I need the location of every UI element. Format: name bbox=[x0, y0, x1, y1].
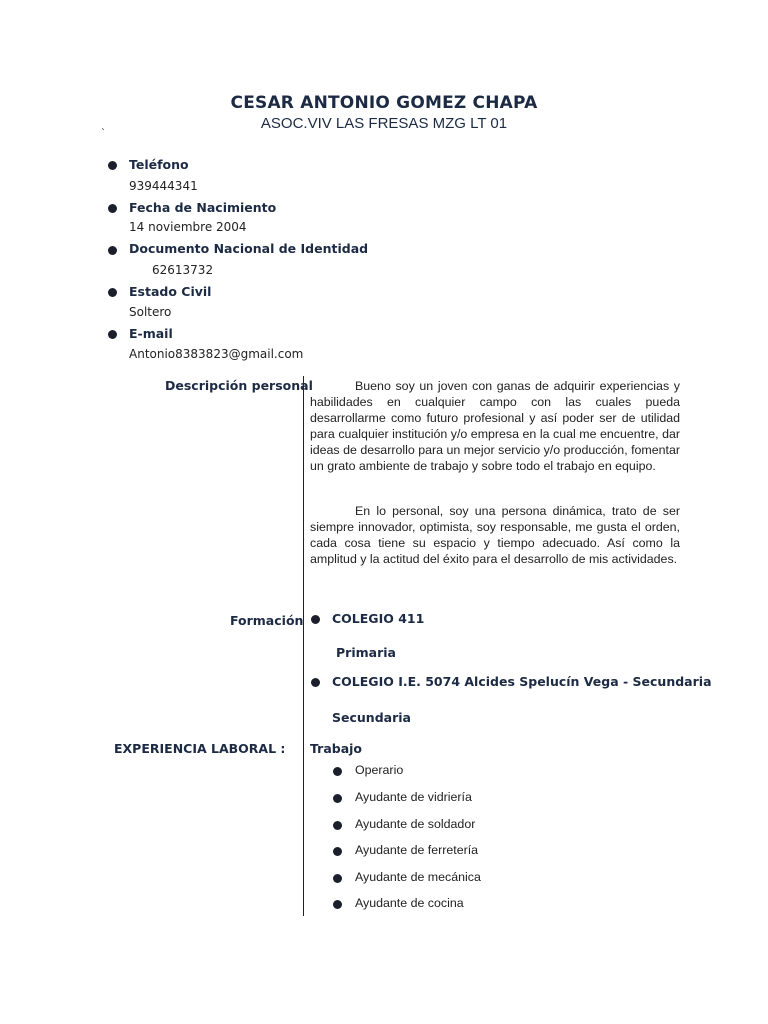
school-1-level: Primaria bbox=[336, 645, 396, 660]
job-item: Ayudante de mecánica bbox=[355, 870, 481, 884]
email-value: Antonio8383823@gmail.com bbox=[129, 347, 304, 361]
job-item: Operario bbox=[355, 763, 404, 777]
school-2-level: Secundaria bbox=[332, 710, 411, 725]
section-divider bbox=[303, 376, 304, 916]
bullet-icon bbox=[108, 204, 117, 213]
candidate-name: CESAR ANTONIO GOMEZ CHAPA bbox=[230, 93, 538, 113]
work-heading: Trabajo bbox=[310, 741, 363, 756]
dni-label: Documento Nacional de Identidad bbox=[129, 241, 369, 256]
description-paragraph-1: Bueno soy un joven con ganas de adquirir experiencias y habilidades en cualquier campo con las cuales pueda desarrollarme como futuro profesional y así poder ser de utilidad para cualquier institución y/o empresa en la cual me encuentre, dar ideas de desarrollo para un mejor servicio y/o producción, fomentar un grato ambiente de trabajo y sobre todo el trabajo en equipo. bbox=[310, 379, 680, 473]
education-label: Formación bbox=[230, 613, 304, 628]
description-paragraph-2: En lo personal, soy una persona dinámica, trato de ser siempre innovador, optimista, soy responsable, me gusta el orden, cada cosa tiene su espacio y tiempo adecuado. Así como la amplitud y la actitud del éxito para el desarrollo de mis actividades. bbox=[310, 504, 680, 566]
bullet-icon bbox=[108, 330, 117, 339]
phone-label: Teléfono bbox=[129, 157, 189, 172]
civil-status-value: Soltero bbox=[129, 305, 172, 319]
description-label: Descripción personal bbox=[165, 378, 313, 393]
experience-label: EXPERIENCIA LABORAL : bbox=[114, 741, 286, 756]
job-item: Ayudante de ferretería bbox=[355, 843, 479, 857]
bullet-icon bbox=[108, 246, 117, 255]
dni-value: 62613732 bbox=[152, 263, 214, 277]
bullet-icon bbox=[333, 847, 342, 856]
civil-status-label: Estado Civil bbox=[129, 284, 212, 299]
job-item: Ayudante de soldador bbox=[355, 817, 476, 831]
bullet-icon bbox=[108, 288, 117, 297]
bullet-icon bbox=[333, 794, 342, 803]
email-label: E-mail bbox=[129, 326, 173, 341]
birthdate-label: Fecha de Nacimiento bbox=[129, 200, 277, 215]
school-1-name: COLEGIO 411 bbox=[332, 611, 425, 626]
bullet-icon bbox=[311, 615, 320, 624]
bullet-icon bbox=[333, 767, 342, 776]
bullet-icon bbox=[333, 821, 342, 830]
stray-mark: ` bbox=[101, 128, 106, 139]
birthdate-value: 14 noviembre 2004 bbox=[129, 220, 247, 234]
bullet-icon bbox=[108, 161, 117, 170]
bullet-icon bbox=[333, 874, 342, 883]
job-item: Ayudante de cocina bbox=[355, 896, 464, 910]
school-2-name: COLEGIO I.E. 5074 Alcides Spelucín Vega - Secundaria bbox=[332, 674, 712, 689]
job-item: Ayudante de vidriería bbox=[355, 790, 472, 804]
phone-value: 939444341 bbox=[129, 179, 198, 193]
candidate-address: ASOC.VIV LAS FRESAS MZG LT 01 bbox=[260, 115, 508, 132]
bullet-icon bbox=[311, 678, 320, 687]
bullet-icon bbox=[333, 900, 342, 909]
